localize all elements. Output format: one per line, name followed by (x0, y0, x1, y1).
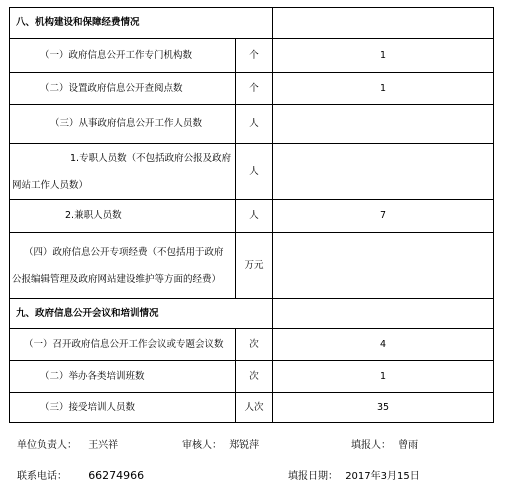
row-unit: 人次 (236, 393, 273, 423)
section-8-title: 八、机构建设和保障经费情况 (10, 8, 273, 39)
row-item-budget (10, 233, 236, 299)
row-value: 4 (273, 329, 494, 361)
row-value (273, 144, 494, 200)
row-unit: 次 (236, 361, 273, 393)
date-value: 2017年3月15日 (345, 471, 420, 482)
row-item-line1: （四）政府信息公开专项经费（不包括用于政府 (24, 246, 224, 258)
row-unit: 万元 (236, 233, 273, 299)
leader-field (17, 436, 118, 451)
row-value: 1 (273, 73, 494, 105)
row-value: 7 (273, 200, 494, 233)
phone-value: 66274966 (88, 469, 145, 482)
row-unit: 人 (236, 105, 273, 144)
date-field (288, 467, 420, 482)
row-item: （一）召开政府信息公开工作会议或专题会议数 (10, 329, 236, 361)
filler-label: 填报人： (351, 440, 391, 451)
section-header-row (10, 299, 494, 329)
date-label: 填报日期： (288, 471, 338, 482)
phone-label: 联系电话： (17, 471, 67, 482)
table-row (10, 233, 494, 299)
row-item-line2: 公报编辑管理及政府网站建设维护等方面的经费） (12, 273, 222, 285)
table-row (10, 144, 494, 200)
reviewer-field (182, 436, 259, 451)
leader-label: 单位负责人： (17, 440, 77, 451)
row-item: （三）从事政府信息公开工作人员数 (10, 105, 236, 144)
reviewer-label: 审核人： (182, 440, 222, 451)
filler-field (351, 436, 418, 451)
row-value: 1 (273, 39, 494, 73)
reviewer-value: 郑锐萍 (229, 440, 260, 451)
section-header-row (10, 8, 494, 39)
row-item: （二）举办各类培训班数 (10, 361, 236, 393)
row-value (273, 233, 494, 299)
table-row (10, 200, 494, 233)
filler-value: 曾雨 (398, 440, 419, 451)
row-value (273, 105, 494, 144)
phone-field (17, 467, 144, 482)
row-unit: 人 (236, 144, 273, 200)
table-row (10, 73, 494, 105)
row-item: （一）政府信息公开工作专门机构数 (10, 39, 236, 73)
report-table (9, 7, 494, 423)
row-item-fulltime (10, 144, 236, 200)
row-unit: 个 (236, 39, 273, 73)
table-row (10, 105, 494, 144)
table-row (10, 393, 494, 423)
row-value: 1 (273, 361, 494, 393)
row-unit: 个 (236, 73, 273, 105)
row-item-line2: 网站工作人员数） (12, 179, 89, 191)
row-unit: 次 (236, 329, 273, 361)
section-9-title: 九、政府信息公开会议和培训情况 (10, 299, 273, 329)
table-row (10, 329, 494, 361)
row-item: （二）设置政府信息公开查阅点数 (10, 73, 236, 105)
row-item: 2.兼职人员数 (10, 200, 236, 233)
leader-value: 王兴祥 (88, 440, 119, 451)
row-value: 35 (273, 393, 494, 423)
table-row (10, 361, 494, 393)
table-row (10, 39, 494, 73)
row-item-line1: 1.专职人员数（不包括政府公报及政府 (70, 152, 232, 164)
row-item: （三）接受培训人员数 (10, 393, 236, 423)
row-unit: 人 (236, 200, 273, 233)
